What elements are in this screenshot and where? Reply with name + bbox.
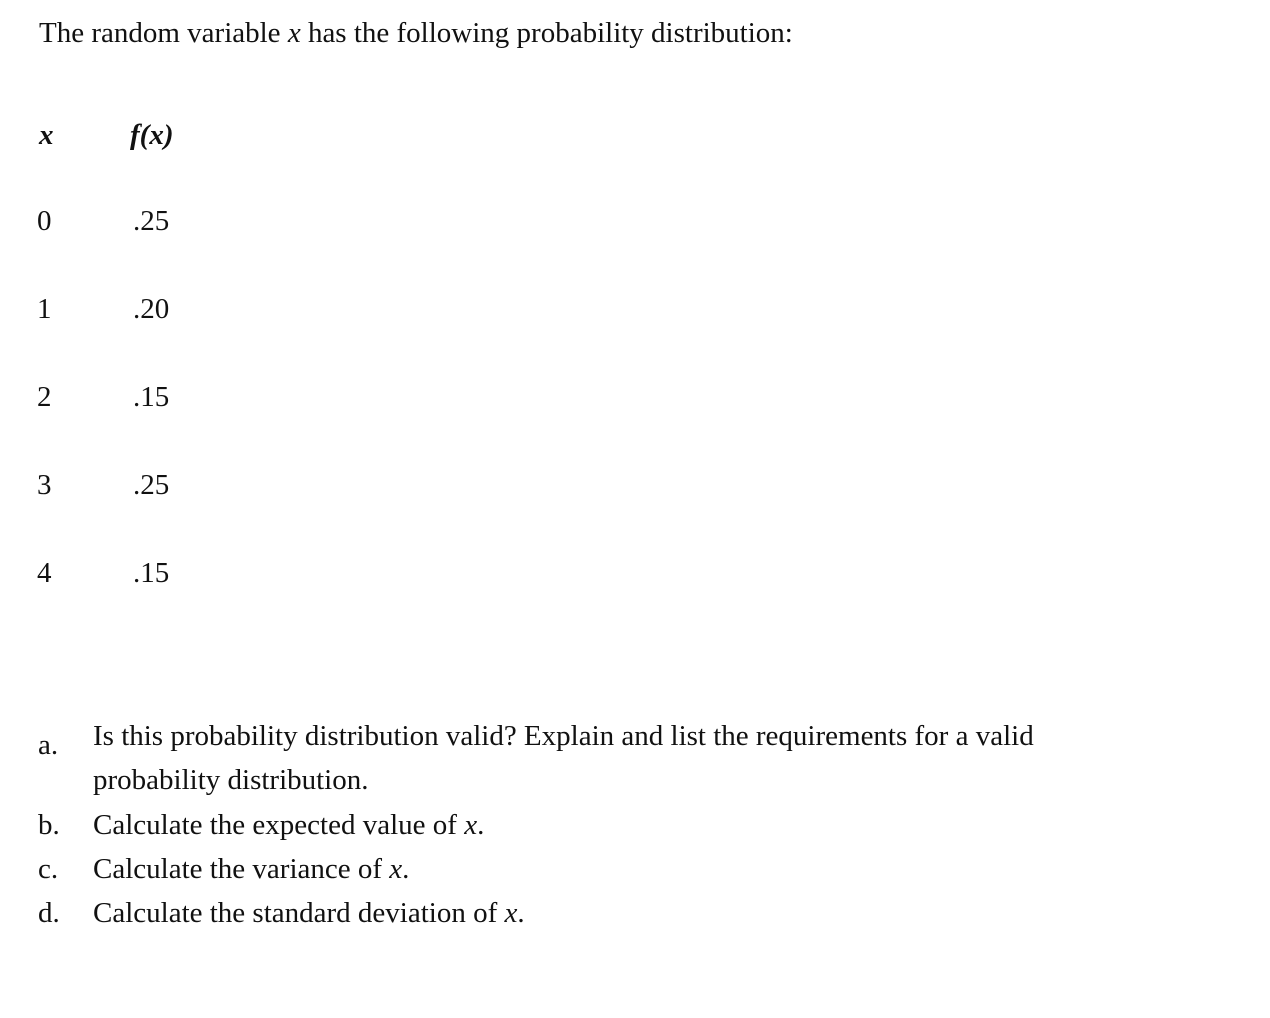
intro-text-end: has the following probability distribution: — [300, 17, 793, 49]
question-a-label: a. — [38, 729, 59, 761]
question-c-variable: x — [389, 853, 403, 885]
question-b-label: b. — [38, 809, 60, 841]
row-3-fx: .25 — [133, 469, 170, 501]
row-1-fx: .20 — [133, 293, 170, 325]
question-c-body: Calculate the variance of — [93, 853, 390, 885]
question-c-text — [93, 847, 1123, 891]
question-b-variable: x — [464, 809, 478, 841]
intro-text-start: The random variable — [39, 17, 288, 49]
question-d-text — [93, 891, 1123, 935]
question-c-period: . — [402, 853, 410, 885]
row-1-x: 1 — [37, 293, 52, 325]
row-2-fx: .15 — [133, 381, 170, 413]
intro-sentence — [39, 14, 793, 52]
row-3-x: 3 — [37, 469, 52, 501]
row-0-fx: .25 — [133, 205, 170, 237]
question-d-label: d. — [38, 897, 60, 929]
header-x: x — [39, 119, 54, 151]
row-2-x: 2 — [37, 381, 52, 413]
row-4-x: 4 — [37, 557, 52, 589]
row-0-x: 0 — [37, 205, 52, 237]
question-b-body: Calculate the expected value of — [93, 809, 465, 841]
header-fx: f(x) — [130, 119, 174, 151]
question-a-text: Is this probability distribution valid? Explain and list the requirements for a valid probability distribution. — [93, 720, 1034, 796]
question-d-period: . — [517, 897, 525, 929]
question-d-body: Calculate the standard deviation of — [93, 897, 505, 929]
question-b-text — [93, 803, 1123, 847]
question-d-variable: x — [504, 897, 518, 929]
question-c-label: c. — [38, 853, 59, 885]
question-b-period: . — [477, 809, 485, 841]
row-4-fx: .15 — [133, 557, 170, 589]
intro-variable: x — [287, 17, 301, 49]
